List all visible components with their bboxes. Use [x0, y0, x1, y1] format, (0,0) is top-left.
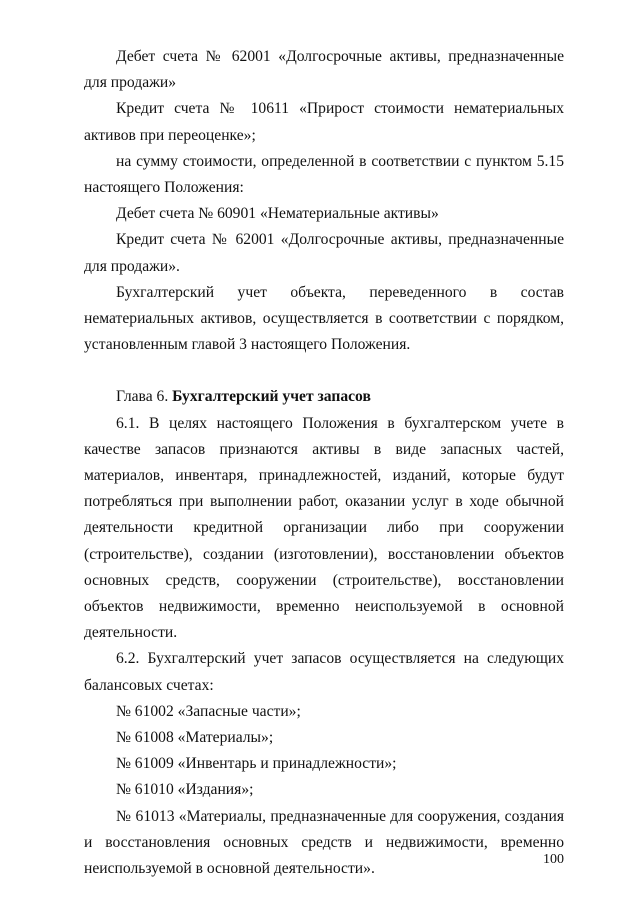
- account-61013: № 61013 «Материалы, предназначенные для сооружения, создания и восстановления основных средств и недвижимости, временно неиспользуемой в основной деятельности».: [84, 807, 564, 878]
- account-61002: № 61002 «Запасные части»;: [116, 702, 301, 720]
- account-61010: № 61010 «Издания»;: [116, 781, 254, 799]
- paragraph-6-2: 6.2. Бухгалтерский учет запасов осуществляется на следующих балансовых счетах:: [84, 650, 564, 694]
- account-61009: № 61009 «Инвентарь и принадлежности»;: [116, 755, 397, 773]
- page-number: 100: [543, 852, 564, 867]
- paragraph-credit-10611: Кредит счета № 10611 «Прирост стоимости нематериальных активов при переоценке»;: [84, 100, 564, 144]
- paragraph-debit-62001: Дебет счета № 62001 «Долгосрочные активы, предназначенные для продажи»: [84, 48, 564, 92]
- paragraph-credit-62001: Кредит счета № 62001 «Долгосрочные активы, предназначенные для продажи».: [84, 231, 564, 275]
- paragraph-6-1: 6.1. В целях настоящего Положения в бухгалтерском учете в качестве запасов признаются активы в виде запасных частей, материалов, инвентаря, принадлежностей, изданий, которые будут потребляться при выполнении работ, оказании услуг в ходе обычной деятельности кредитной организации либо при сооружении (строительстве), создании (изготовлении), восстановлении объектов основных средств, сооружении (строительстве), восстановлении объектов недвижимости, временно неиспользуемой в основной деятельности.: [84, 414, 564, 642]
- paragraph-amount-note: на сумму стоимости, определенной в соответствии с пунктом 5.15 настоящего Положения:: [84, 152, 564, 197]
- paragraph-debit-60901: Дебет счета № 60901 «Нематериальные активы»: [116, 205, 439, 223]
- account-61008: № 61008 «Материалы»;: [116, 729, 274, 747]
- document-body: [84, 44, 564, 882]
- paragraph-accounting-transfer: Бухгалтерский учет объекта, переведенного в состав нематериальных активов, осуществляется в соответствии с порядком, установленным главой 3 настоящего Положения.: [84, 283, 564, 354]
- chapter-heading: [84, 384, 564, 410]
- chapter-prefix: Глава 6.: [116, 388, 169, 406]
- chapter-title: Бухгалтерский учет запасов: [172, 388, 371, 406]
